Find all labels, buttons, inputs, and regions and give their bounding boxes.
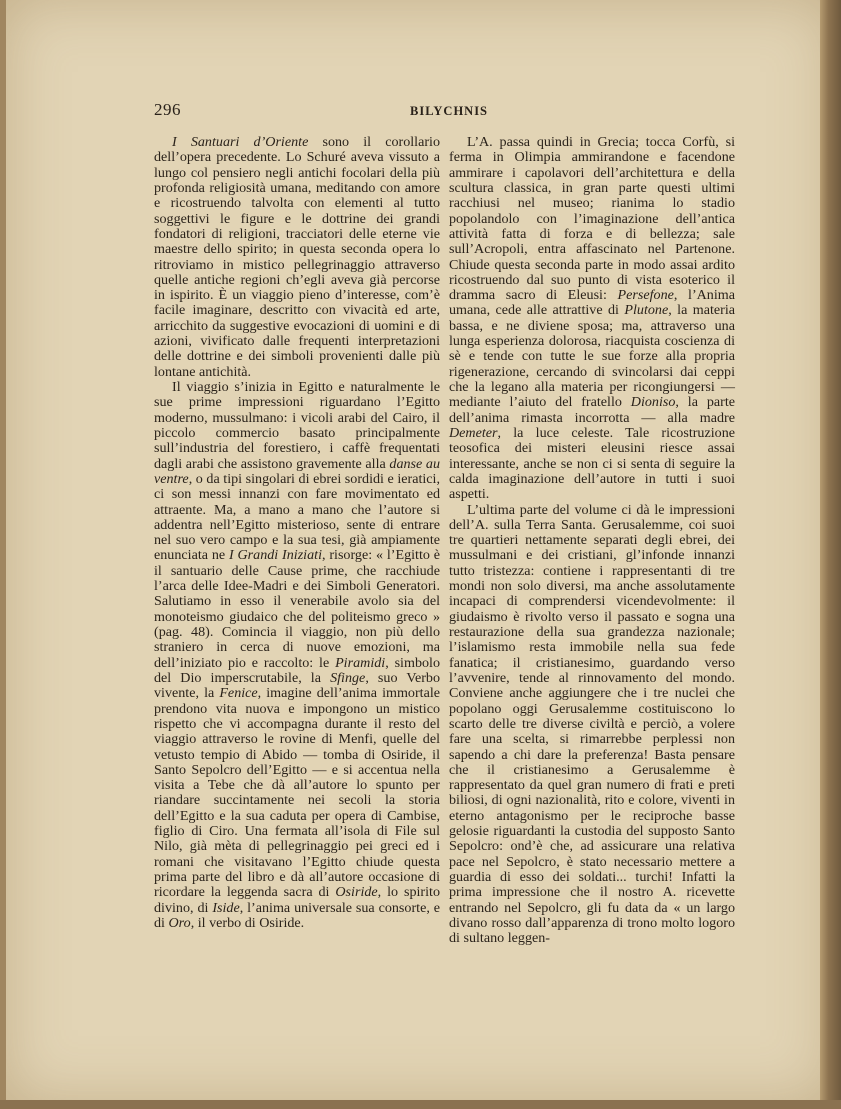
page-number: 296: [154, 100, 181, 119]
text-run: , lo spirito divino, di: [154, 884, 440, 916]
text-run: , risorge: « l’Egitto è il santuario delle Cause prime, che racchiude l’arca delle Idee-Madri e dei Simboli Generatori. Salutiamo in esso il venerabile avolo sia del monoteismo giudaico che del politeismo greco » (pag. 48). Comincia il viaggio, non più dello straniero in cerca di nuove emozioni, ma dell’iniziato pio e raccolto: le: [154, 547, 440, 671]
text-run: , la luce celeste. Tale ricostruzione teosofica dei misteri eleusini riesce assai interessante, anche se non ci si senta di seguire la calda imaginazione dell’autore in tutti i suoi aspetti.: [449, 424, 735, 503]
text-run: L’ultima parte del volume ci dà le impressioni dell’A. sulla Terra Santa. Gerusalemme, coi suoi tre quartieri nettamente separati degli ebrei, dei mussulmani e dei cristiani, gl’infonde innanzi tutto tristezza: contiene i rappresentanti di tre mondi non solo diversi, ma anche assolutamente incapaci di comprendersi vicendevolmente: il giudaismo è rivolto verso il passato e sogna una restaurazione della sua grandezza nazionale; l’islamismo resta immobile nella sua fede fanatica; il cristianesimo, guardando verso l’avvenire, tende al rinnovamento del mondo. Conviene anche aggiungere che i tre nuclei che popolano oggi Gerusalemme costituiscono lo scarto delle tre diverse civiltà e perciò, a volere fare una scelta, si rimarrebbe perplessi non sapendo a chi dare la preferenza! Basta pensare che il cristianesimo a Gerusalemme è rappresentato da quel gran numero di frati e preti biliosi, di ogni nazionalità, rito e colore, viventi in eterno antagonismo per le reciproche basse gelosie riguardanti la custodia del supposto Santo Sepolcro: ond’è che, ad assicurare una relativa pace nel Sepolcro, è stato necessario mettere a guardia di esso dei soldati... turchi! Infatti la prima impressione che il nostro A. ricevette entrando nel Sepolcro, gli fu data da « un largo divano rosso dall’apparenza di trono molto logoro di sultano leggen-: [449, 501, 735, 947]
italic-text: Fenice: [219, 685, 258, 702]
italic-text: Sfinge: [330, 669, 366, 686]
text-run: , il verbo di Osiride.: [190, 914, 305, 931]
text-run: Il viaggio s’inizia in Egitto e naturalmente le sue prime impressioni riguardano l’Egitto moderno, mussulmano: i vicoli arabi del Cairo, il piccolo commercio basato principalmente sull’industria del forestiero, i caffè frequentati dagli arabi che assistono gravemente alla: [154, 379, 440, 472]
italic-text: Iside: [212, 899, 240, 916]
page-bottom-edge: [0, 1100, 841, 1109]
paragraph: [154, 380, 440, 931]
running-title: BILYCHNIS: [410, 104, 489, 118]
italic-text: Osiride: [335, 884, 378, 901]
text-run: L’A. passa quindi in Grecia; tocca Corfù, si ferma in Olimpia ammirandone e facendone ammirare i capolavori dell’architettura e della scultura classica, in gran parte questi ultimi racchiusi nel museo; rianima lo stadio popolandolo con l’imaginazione dell’antica attività fatta di forza e di bellezza; sale sull’Acropoli, entra affascinato nel Partenone. Chiude questa seconda parte in modo assai ardito ricostruendo dal suo punto di vista esoterico il dramma sacro di Eleusi:: [449, 134, 735, 304]
text-run: , o da tipi singolari di ebrei sordidi e ieratici, ci son messi innanzi con fare movimentato ed attraente. Ma, a mano a mano che l’autore si addentra nell’Egitto misterioso, sente di entrare nel suo vero campo e la sua tesi, già ampiamente enunciata ne: [154, 470, 440, 564]
italic-text: I Grandi Iniziati: [228, 547, 322, 564]
text-run: , simbolo del Dio imperscrutabile, la: [154, 654, 440, 686]
text-run: , suo Verbo vivente, la: [154, 669, 440, 702]
italic-text: Piramidi: [335, 654, 386, 671]
text-run: , la materia bassa, e ne diviene sposa; ma, attraverso una lunga esperienza dolorosa, riacquista coscienza di sè e tende con tutte le sue forze alla propria rigenerazione, cercando di svincolarsi dai ceppi che la legano alla materia per ricongiungersi — mediante l’aiuto del fratello: [449, 302, 735, 411]
right-column: [449, 135, 735, 947]
italic-text: Persefone: [617, 287, 674, 304]
text-run: , l’Anima umana, cede alle attrattive di: [449, 287, 735, 319]
italic-text: Oro: [168, 914, 191, 931]
italic-text: I Santuari d’Oriente: [172, 134, 309, 150]
italic-text: Demeter: [449, 424, 498, 441]
text-run: , la parte dell’anima rimasta incorrotta — alla madre: [449, 394, 735, 426]
italic-text: Plutone: [624, 302, 669, 319]
paragraph: [449, 503, 735, 947]
page-header: [154, 100, 654, 122]
italic-text: danse au ventre: [154, 455, 441, 487]
left-column: [154, 135, 440, 931]
text-run: , imagine dell’anima immortale prendono vita nuova e impongono un mistico rispetto che vi accompagna durante il resto del viaggio attraverso le rovine di Menfi, quelle del vetusto tempio di Abido — tomba di Osiride, il Santo Sepolcro dell’Egitto — e si accentua nella visita a Tebe che dà all’autore lo spunto per riandare succintamente nei secoli la storia dell’Egitto e la sua caduta per opera di Cambise, figlio di Ciro. Una fermata all’isola di File sul Nilo, già mèta di pellegrinaggio pei greci ed i romani che visitavano l’Egitto chiude questa prima parte del libro e dà all’autore occasione di ricordare la leggenda sacra di: [154, 685, 440, 901]
paragraph: [449, 135, 735, 503]
italic-text: Dioniso: [630, 394, 676, 411]
text-run: , l’anima universale sua consorte, e di: [154, 899, 440, 931]
text-run: sono il corollario dell’opera precedente. Lo Schuré aveva vissuto a lungo col pensiero negli antichi focolari della più profonda religiosità umana, meditando con amore e ricostruendo talvolta con elementi al tutto soggettivi le figure e le dottrine dei grandi fondatori di religioni, tracciatori delle eterne vie maestre dello spirito; in questa seconda opera lo ritroviamo in mistico pellegrinaggio attraverso quelle antiche regioni ch’egli aveva già percorse in ispirito. È un viaggio pieno d’interesse, com’è facile imaginare, descritto con vivacità ed arte, arricchito da suggestive evocazioni di uomini e di azioni, vivificato dalle frequenti interpretazioni delle dottrine e dei simboli provenienti dalle più lontane antichità.: [154, 134, 440, 380]
page-edge: [820, 0, 841, 1109]
paragraph: [154, 135, 440, 380]
